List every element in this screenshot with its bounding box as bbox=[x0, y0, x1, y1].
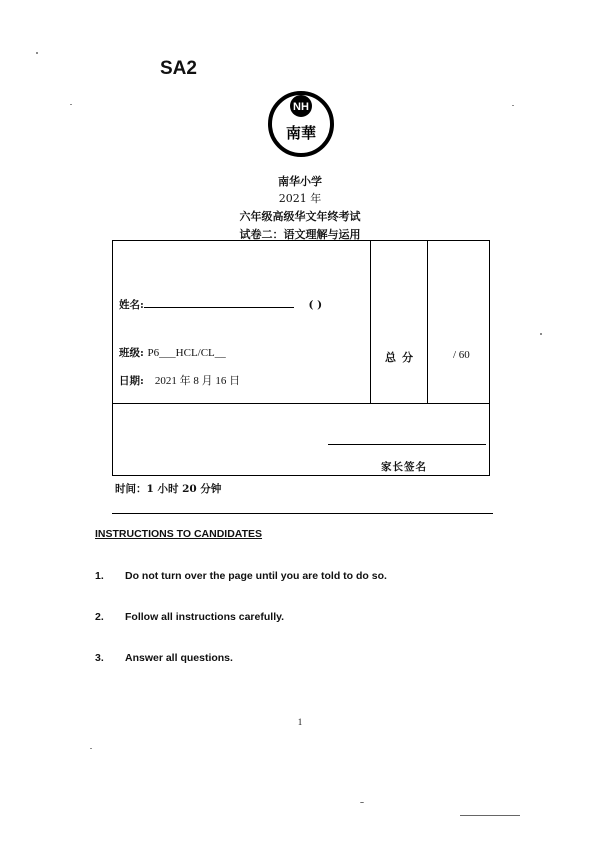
scan-speck bbox=[360, 802, 364, 803]
scan-speck bbox=[90, 748, 92, 749]
scan-speck bbox=[512, 105, 514, 106]
class-label: 班级: bbox=[119, 347, 144, 359]
school-crest-icon bbox=[267, 90, 335, 158]
logo-name: 南華 bbox=[285, 124, 317, 142]
instruction-number: 1. bbox=[95, 570, 104, 582]
instruction-text: Follow all instructions carefully. bbox=[125, 611, 285, 623]
table-divider bbox=[370, 241, 371, 403]
exam-year: 2021 年 bbox=[278, 192, 322, 205]
name-field[interactable] bbox=[144, 297, 294, 308]
signature-field[interactable] bbox=[328, 444, 486, 445]
instruction-text: Do not turn over the page until you are told to do so. bbox=[125, 570, 387, 582]
name-label: 姓名: bbox=[119, 299, 144, 311]
date-value: 2021 年 8 月 16 日 bbox=[154, 375, 241, 387]
signature-label: 家长签名 bbox=[381, 461, 427, 473]
date-label: 日期: bbox=[119, 375, 144, 387]
name-row bbox=[119, 297, 322, 312]
index-bracket: ( ) bbox=[308, 299, 323, 311]
instructions-heading: INSTRUCTIONS TO CANDIDATES bbox=[95, 528, 263, 540]
instruction-number: 3. bbox=[95, 652, 104, 664]
cover-table bbox=[112, 240, 490, 476]
total-score: / 60 bbox=[453, 349, 470, 361]
class-row bbox=[119, 345, 226, 360]
table-divider bbox=[427, 241, 428, 403]
time-allowed: 时间：1 小时 20 分钟 bbox=[115, 483, 222, 495]
exam-title: 六年级高级华文年终考试 bbox=[239, 210, 361, 223]
page-number: 1 bbox=[297, 717, 303, 727]
school-name: 南华小学 bbox=[278, 175, 322, 188]
total-label: 总分 bbox=[385, 351, 419, 364]
divider bbox=[112, 513, 493, 514]
scan-speck bbox=[36, 52, 38, 54]
instruction-number: 2. bbox=[95, 611, 104, 623]
scan-speck bbox=[540, 333, 542, 335]
paper-code: SA2 bbox=[160, 58, 197, 79]
paper-title: 试卷二：语文理解与运用 bbox=[239, 228, 361, 241]
scan-speck bbox=[70, 104, 72, 105]
class-value: P6___HCL/CL__ bbox=[147, 347, 226, 359]
table-divider bbox=[113, 403, 489, 404]
date-row bbox=[119, 372, 240, 388]
instruction-text: Answer all questions. bbox=[125, 652, 233, 664]
scan-speck bbox=[460, 815, 520, 816]
logo-initials: NH bbox=[293, 101, 309, 113]
